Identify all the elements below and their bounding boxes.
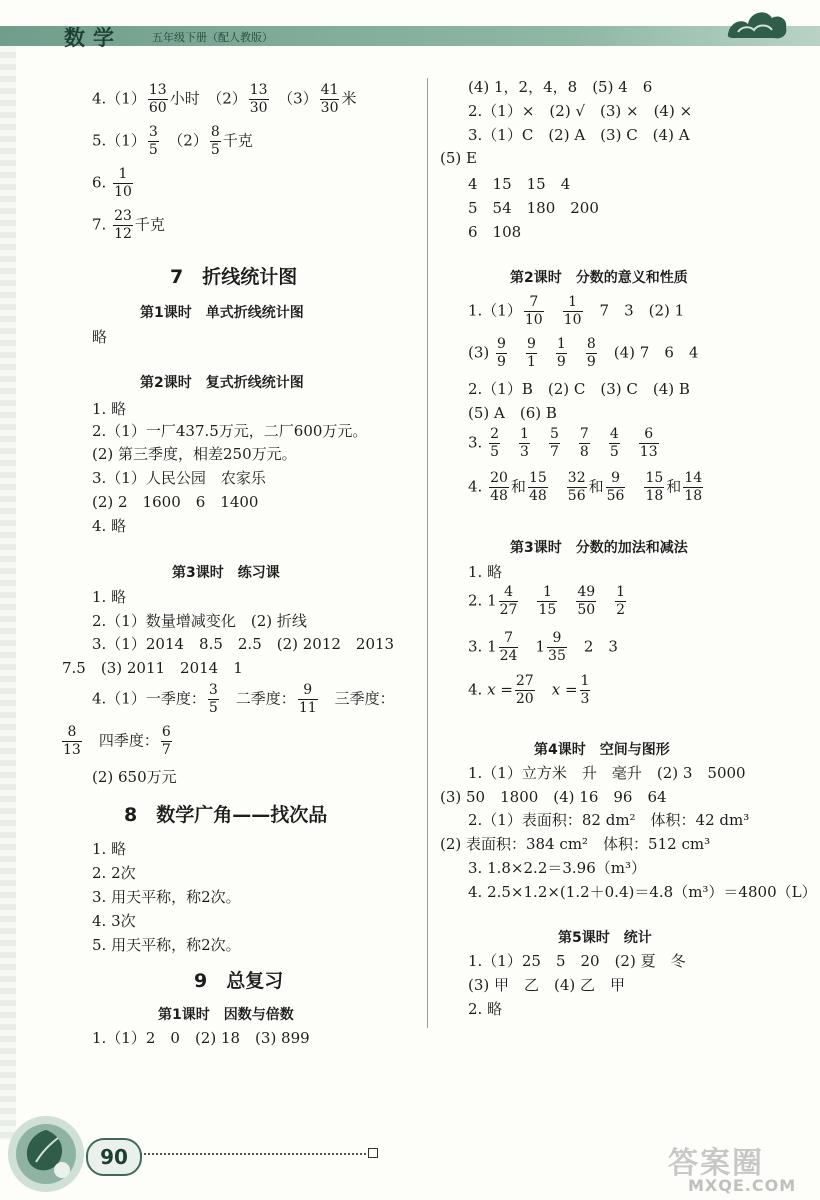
answer-line: 2. 2次 (92, 864, 136, 882)
header-subject: 数学 (64, 25, 122, 50)
answer-line: 1. 略 (468, 563, 503, 581)
numerator: 4 (499, 584, 519, 602)
lesson-title: 第2课时 复式折线统计图 (140, 375, 304, 391)
denominator: 9 (586, 354, 596, 370)
answer-line: 4. 2.5×1.2×(1.2＋0.4)＝4.8（m³）＝4800（L） (468, 883, 817, 901)
answer-line: (2) 650万元 (92, 768, 177, 786)
numerator: 7 (579, 426, 589, 442)
numerator: 8 (62, 724, 82, 742)
answer-line: (2) 2 1600 6 1400 (92, 493, 259, 511)
fraction (576, 584, 596, 619)
lesson-title: 第1课时 单式折线统计图 (140, 305, 304, 321)
answer-line: 7.5 (3) 2011 2014 1 (62, 659, 243, 677)
denominator: 18 (645, 488, 664, 504)
label-text: 二季度： (235, 689, 296, 708)
fraction (210, 124, 221, 159)
left-margin-strip (0, 40, 16, 1140)
answer-line (92, 82, 357, 117)
denominator: 13 (639, 444, 658, 460)
fraction (615, 584, 626, 619)
numerator: 8 (586, 336, 596, 352)
lesson-title: 第3课时 分数的加法和减法 (510, 540, 688, 556)
answer-line: 1.（1）2 0 (2) 18 (3) 899 (92, 1029, 310, 1047)
lesson-title: 第3课时 练习课 (172, 565, 280, 581)
denominator: 20 (515, 691, 534, 707)
answer-line: 4. 略 (92, 517, 127, 535)
answer-line: 1.（1）立方米 升 毫升 (2) 3 5000 (468, 764, 746, 782)
lesson-title: 第2课时 分数的意义和性质 (510, 270, 688, 286)
fraction (580, 673, 591, 708)
unit-text: 千克 (222, 131, 253, 150)
column-divider (427, 78, 428, 1028)
fraction (526, 336, 537, 371)
fraction (499, 630, 519, 665)
denominator: 5 (210, 142, 220, 158)
numerator: 7 (524, 294, 544, 312)
fraction (161, 724, 172, 759)
page-header (0, 0, 820, 58)
fraction (320, 82, 340, 117)
answer-prefix: 4.（1）一季度： (92, 689, 206, 708)
answer-prefix: （2） (214, 89, 247, 108)
fraction (644, 470, 664, 505)
fraction (499, 584, 519, 619)
numerator: 7 (499, 630, 519, 648)
fraction (537, 584, 557, 619)
fraction (639, 426, 659, 461)
fraction (489, 470, 509, 505)
answer-prefix: (3) (468, 343, 490, 362)
numerator: 2 (490, 426, 500, 442)
answer-line: 1. 略 (92, 840, 127, 858)
denominator: 50 (577, 602, 596, 618)
cloud-icon (724, 4, 790, 48)
fraction (519, 426, 530, 461)
answer-line: (3) 50 1800 (4) 16 96 64 (440, 788, 667, 806)
fraction (515, 673, 535, 708)
numerator: 9 (547, 630, 567, 648)
numerator: 13 (148, 82, 167, 98)
answer-line (468, 584, 628, 619)
answer-line: 2.（1）表面积：82 dm² 体积：42 dm³ (468, 811, 750, 829)
denominator: 8 (579, 444, 589, 460)
lesson-title: 第1课时 因数与倍数 (158, 1007, 294, 1023)
label-text: 四季度： (98, 731, 159, 750)
lesson-title: 第4课时 空间与图形 (534, 742, 670, 758)
answer-line: 2.（1）B (2) C (3) C (4) B (468, 380, 690, 398)
numerator: 6 (639, 426, 659, 444)
denominator: 13 (63, 742, 81, 758)
answer-line (468, 470, 705, 505)
header-band (0, 26, 820, 46)
fraction (298, 682, 318, 717)
denominator: 15 (538, 602, 557, 618)
numerator: 27 (515, 673, 534, 689)
fraction (528, 470, 548, 505)
unit-text: 小时 (169, 89, 200, 108)
answer-prefix: （2） (175, 131, 208, 150)
watermark-text: 答案圈 (668, 1146, 764, 1181)
answer-line: 略 (92, 328, 108, 346)
denominator: 9 (556, 354, 566, 370)
answer-line: (5) A (6) B (468, 404, 557, 422)
answer-line: 1. 略 (92, 588, 127, 606)
numerator: 1 (113, 166, 133, 184)
denominator: 5 (208, 700, 218, 716)
numerator: 4 (609, 426, 619, 442)
denominator: 12 (114, 226, 132, 242)
fraction (489, 426, 500, 461)
and-text: 和 (666, 477, 682, 496)
equation-lhs: x = (487, 680, 513, 699)
numerator: 1 (520, 426, 529, 442)
denominator: 10 (524, 312, 543, 328)
denominator: 30 (320, 100, 339, 116)
numerator: 1 (580, 673, 590, 689)
answer-line (468, 673, 592, 708)
equation-lhs: x = (551, 680, 578, 699)
answer-prefix: 7. (92, 215, 107, 234)
answer-prefix: 6. (92, 173, 107, 192)
unit-title: 8 数学广角——找次品 (124, 804, 328, 826)
denominator: 11 (298, 700, 317, 716)
answer-line (92, 682, 395, 717)
answer-prefix: 1.（1） (468, 301, 522, 320)
fraction (113, 208, 133, 243)
fraction (683, 470, 703, 505)
answer-line: 3. 用天平称，称2次。 (92, 888, 241, 906)
numerator: 14 (684, 470, 703, 486)
denominator: 56 (606, 488, 625, 504)
answer-tail: (4) 7 6 4 (613, 343, 699, 362)
numerator: 1 (563, 294, 583, 312)
answer-line (92, 124, 253, 159)
numerator: 41 (320, 82, 339, 98)
fraction (579, 426, 590, 461)
fraction (249, 82, 269, 117)
answer-line (468, 294, 684, 329)
denominator: 1 (526, 354, 536, 370)
denominator: 3 (520, 444, 529, 460)
fraction (549, 426, 560, 461)
denominator: 10 (563, 312, 582, 328)
unit-text: 米 (341, 89, 357, 108)
answer-line: 4 15 15 4 (468, 175, 571, 193)
denominator: 48 (490, 488, 508, 504)
answer-line: (2) 第三季度，相差250万元。 (92, 445, 297, 463)
fraction (586, 336, 597, 371)
numerator: 15 (645, 470, 664, 486)
denominator: 35 (548, 648, 566, 664)
numerator: 15 (528, 470, 547, 486)
denominator: 7 (549, 444, 559, 460)
answer-line (468, 630, 618, 665)
answer-line: 1.（1）25 5 20 (2) 夏 冬 (468, 952, 686, 970)
numerator: 20 (490, 470, 508, 486)
answer-line: (3) 甲 乙 (4) 乙 甲 (468, 976, 626, 994)
numerator: 23 (114, 208, 132, 224)
answer-line: 3.（1）2014 8.5 2.5 (2) 2012 2013 (92, 635, 395, 653)
fraction (113, 166, 133, 201)
numerator: 3 (148, 124, 158, 140)
denominator: 10 (114, 184, 132, 200)
whole-part: 1 (487, 637, 497, 656)
numerator: 1 (556, 336, 566, 352)
numerator: 3 (208, 682, 218, 698)
lesson-title: 第5课时 统计 (558, 930, 652, 946)
footer-end-box (368, 1148, 378, 1158)
numerator: 13 (249, 82, 268, 98)
answer-line (468, 336, 698, 371)
denominator: 9 (497, 354, 506, 370)
answer-line: 5 54 180 200 (468, 199, 599, 217)
numerator: 32 (567, 470, 586, 486)
answer-line (60, 724, 174, 759)
answer-line: 6 108 (468, 223, 522, 241)
answer-line: 2.（1）数量增减变化 (2) 折线 (92, 612, 307, 630)
numerator: 8 (210, 124, 220, 140)
fraction (609, 426, 620, 461)
unit-title: 7 折线统计图 (170, 266, 298, 288)
and-text: 和 (510, 477, 526, 496)
mixed-number (487, 584, 520, 619)
denominator: 5 (148, 142, 158, 158)
denominator: 27 (499, 602, 518, 618)
denominator: 18 (684, 488, 703, 504)
fraction (563, 294, 583, 329)
answer-line: 3. 1.8×2.2＝3.96（m³） (468, 859, 646, 877)
denominator: 24 (499, 648, 518, 664)
answer-line: 2.（1）× (2) √ (3) × (4) × (468, 102, 693, 120)
numerator: 1 (616, 584, 626, 600)
watermark-url: MXQE.COM (688, 1176, 797, 1195)
answer-line: (2) 表面积：384 cm² 体积：512 cm³ (440, 835, 711, 853)
answer-line: 5. 用天平称，称2次。 (92, 936, 241, 954)
and-text: 和 (588, 477, 604, 496)
label-text: 三季度： (334, 689, 395, 708)
answer-prefix: 4. (468, 680, 483, 699)
numerator: 9 (497, 336, 506, 352)
fraction (148, 82, 168, 117)
answer-line: 2.（1）一厂437.5万元，二厂600万元。 (92, 422, 368, 440)
answer-line (468, 426, 661, 461)
answer-line: (4) 1，2，4，8 (5) 4 6 (468, 78, 653, 96)
denominator: 2 (616, 602, 626, 618)
fraction (556, 336, 567, 371)
answer-prefix: （3） (285, 89, 318, 108)
answer-line (92, 166, 135, 201)
numerator: 1 (537, 584, 557, 602)
header-book-info: 五年级下册（配人教版） (152, 31, 273, 44)
fraction (208, 682, 219, 717)
answer-tail: 7 3 (2) 1 (599, 301, 685, 320)
denominator: 56 (567, 488, 586, 504)
denominator: 3 (580, 691, 590, 707)
answer-tail: 2 3 (583, 637, 618, 656)
denominator: 5 (609, 444, 619, 460)
fraction (606, 470, 626, 505)
fraction (496, 336, 507, 371)
numerator: 9 (298, 682, 318, 700)
fraction (148, 124, 159, 159)
whole-part: 1 (535, 637, 546, 656)
answer-prefix: 3. (468, 433, 483, 452)
answer-prefix: 2. (468, 591, 483, 610)
fraction (567, 470, 587, 505)
answer-prefix: 4. (468, 477, 483, 496)
denominator: 30 (249, 100, 268, 116)
answer-prefix: 3. (468, 637, 483, 656)
answer-line: 1. 略 (92, 400, 127, 418)
unit-text: 千克 (134, 215, 165, 234)
numerator: 9 (606, 470, 626, 488)
answer-line: 3.（1）人民公园 农家乐 (92, 469, 266, 487)
denominator: 60 (148, 100, 167, 116)
answer-prefix: 4.（1） (92, 89, 146, 108)
fraction (524, 294, 544, 329)
answer-line: 3.（1）C (2) A (3) C (4) A (468, 126, 690, 144)
fraction (62, 724, 82, 759)
numerator: 9 (526, 336, 536, 352)
leaf-emblem-icon (6, 1110, 86, 1196)
page-number: 90 (86, 1138, 142, 1176)
fraction (547, 630, 567, 665)
footer-dotted-line (140, 1153, 366, 1155)
denominator: 48 (528, 488, 547, 504)
answer-line: (5) E (440, 149, 477, 167)
denominator: 7 (161, 742, 171, 758)
answer-line: 2. 略 (468, 1000, 503, 1018)
whole-part: 1 (487, 591, 497, 610)
answer-line: 4. 3次 (92, 912, 136, 930)
unit-title: 9 总复习 (194, 970, 284, 992)
numerator: 6 (161, 724, 171, 740)
numerator: 5 (549, 426, 559, 442)
mixed-number (535, 630, 568, 665)
mixed-number (487, 630, 520, 665)
answer-line (92, 208, 165, 243)
denominator: 5 (490, 444, 500, 460)
answer-prefix: 5.（1） (92, 131, 146, 150)
numerator: 49 (577, 584, 596, 600)
